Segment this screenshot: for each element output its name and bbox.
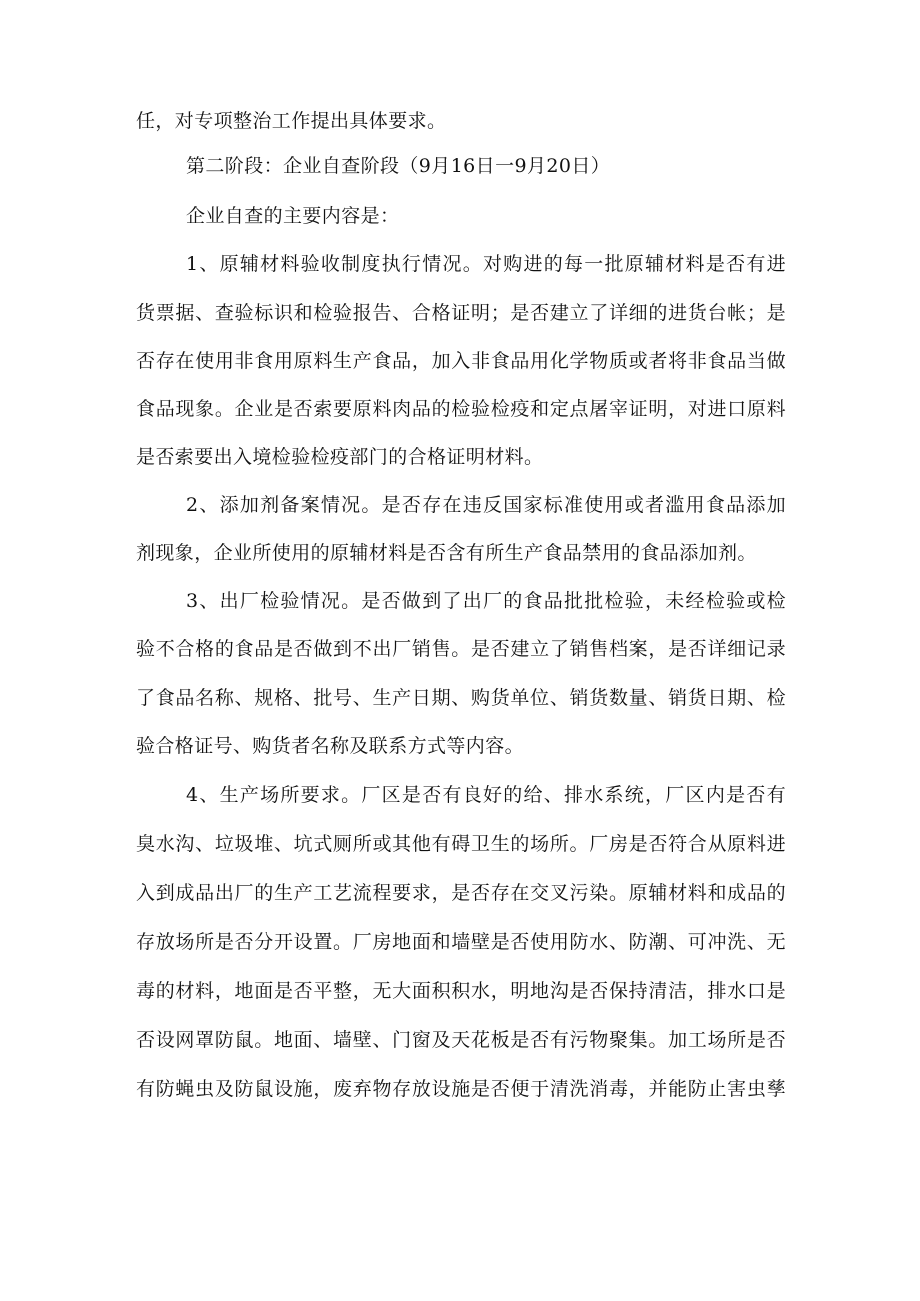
text-line: 否存在使用非食用原料生产食品，加入非食品用化学物质或者将非食品当做 [136,350,786,372]
text-line: 存放场所是否分开设置。厂房地面和墙壁是否使用防水、防潮、可冲洗、无 [136,931,786,953]
text-line: 3、出厂检验情况。是否做到了出厂的食品批批检验，未经检验或检 [186,590,786,612]
text-line: 4、生产场所要求。厂区是否有良好的给、排水系统，厂区内是否有 [186,784,786,806]
text-line: 验合格证号、购货者名称及联系方式等内容。 [136,735,525,757]
text-line: 剂现象，企业所使用的原辅材料是否含有所生产食品禁用的食品添加剂。 [136,542,757,564]
text-line: 有防蝇虫及防鼠设施，废弃物存放设施是否便于清洗消毒，并能防止害虫孳 [136,1078,786,1100]
text-line: 毒的材料，地面是否平整，无大面积积水，明地沟是否保持清洁，排水口是 [136,980,786,1002]
text-line: 入到成品出厂的生产工艺流程要求，是否存在交叉污染。原辅材料和成品的 [136,882,786,904]
text-line: 任，对专项整治工作提出具体要求。 [136,110,447,132]
text-line: 2、添加剂备案情况。是否存在违反国家标准使用或者滥用食品添加 [186,494,786,516]
text-line: 货票据、查验标识和检验报告、合格证明；是否建立了详细的进货台帐；是 [136,302,786,324]
text-line: 否设网罩防鼠。地面、墙壁、门窗及天花板是否有污物聚集。加工场所是否 [136,1029,786,1051]
text-line: 臭水沟、垃圾堆、坑式厕所或其他有碍卫生的场所。厂房是否符合从原料进 [136,833,786,855]
text-line: 企业自查的主要内容是： [186,205,400,227]
text-line: 验不合格的食品是否做到不出厂销售。是否建立了销售档案，是否详细记录 [136,638,786,660]
text-line: 食品现象。企业是否索要原料肉品的检验检疫和定点屠宰证明，对进口原料 [136,398,786,420]
text-line: 1、原辅材料验收制度执行情况。对购进的每一批原辅材料是否有进 [186,253,786,275]
stage-heading: 第二阶段：企业自查阶段（9月16日一9月20日） [186,155,611,177]
text-line: 是否索要出入境检验检疫部门的合格证明材料。 [136,446,544,468]
text-line: 了食品名称、规格、批号、生产日期、购货单位、销货数量、销货日期、检 [136,687,786,709]
